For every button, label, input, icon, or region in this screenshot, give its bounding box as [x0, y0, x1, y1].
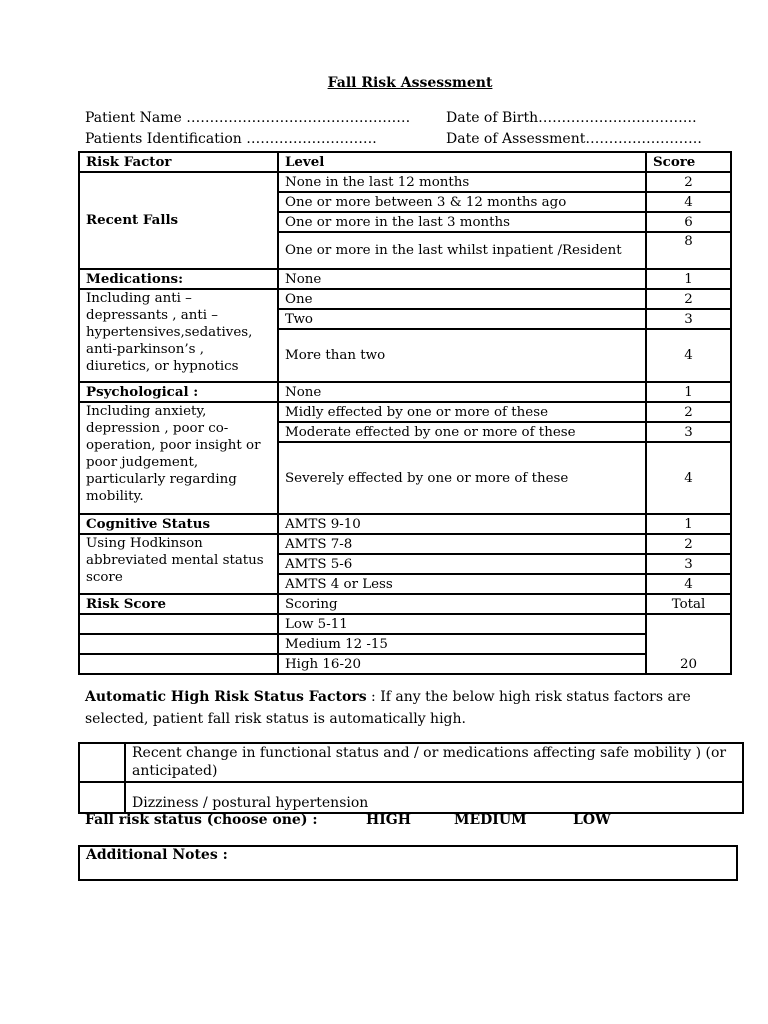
automatic-high-risk-paragraph — [85, 686, 725, 730]
score-cell: 8 — [646, 232, 731, 269]
score-cell: 4 — [646, 329, 731, 382]
score-cell: 1 — [646, 514, 731, 534]
level-cell[interactable]: One or more in the last 3 months — [278, 212, 646, 232]
level-cell[interactable]: Moderate effected by one or more of these — [278, 422, 646, 442]
risk-factor-cognitive: Cognitive Status — [79, 514, 278, 534]
score-cell: 4 — [646, 574, 731, 594]
level-cell[interactable]: Midly effected by one or more of these — [278, 402, 646, 422]
factor-label: Dizziness / postural hypertension — [125, 782, 743, 813]
scoring-medium: Medium 12 -15 — [278, 634, 646, 654]
factor-label: Recent change in functional status and / or medications affecting safe mobility ) (or anticipated) — [125, 743, 743, 782]
cognitive-description: Using Hodkinson abbreviated mental status score — [79, 534, 278, 594]
score-cell: 2 — [646, 172, 731, 192]
patient-id-field[interactable]: Patients Identification ………………………. — [85, 131, 377, 147]
patient-name-field[interactable]: Patient Name ………………………………………… — [85, 110, 411, 126]
level-cell[interactable]: Two — [278, 309, 646, 329]
score-cell: 3 — [646, 422, 731, 442]
table-row — [79, 614, 731, 634]
score-cell: 3 — [646, 554, 731, 574]
date-of-assessment-field[interactable]: Date of Assessment……………………. — [446, 131, 702, 147]
col-header-level: Level — [278, 152, 646, 172]
risk-factor-medications: Medications: — [79, 269, 278, 289]
score-cell: 6 — [646, 212, 731, 232]
scoring-low: Low 5-11 — [278, 614, 646, 634]
level-cell[interactable]: Severely effected by one or more of these — [278, 442, 646, 514]
score-cell: 2 — [646, 402, 731, 422]
table-row — [79, 289, 731, 309]
level-cell[interactable]: One — [278, 289, 646, 309]
table-row — [79, 654, 731, 674]
blank-cell — [79, 634, 278, 654]
blank-cell — [79, 614, 278, 634]
table-row — [79, 514, 731, 534]
level-cell[interactable]: None — [278, 382, 646, 402]
date-of-birth-field[interactable]: Date of Birth……………………………. — [446, 110, 697, 126]
table-row — [79, 782, 743, 813]
table-row — [79, 402, 731, 422]
psychological-description: Including anxiety, depression , poor co-operation, poor insight or poor judgement, particularly regarding mobility. — [79, 402, 278, 514]
medications-description: Including anti – depressants , anti – hypertensives,sedatives, anti-parkinson’s , diuretics, or hypnotics — [79, 289, 278, 382]
page-title: Fall Risk Assessment — [327, 75, 493, 91]
status-option-high[interactable]: HIGH — [366, 812, 411, 828]
score-cell: 3 — [646, 309, 731, 329]
fall-risk-status-row — [85, 812, 611, 828]
total-label: Total — [646, 594, 731, 614]
risk-score-label: Risk Score — [79, 594, 278, 614]
additional-notes-box[interactable] — [78, 845, 738, 881]
level-cell[interactable]: One or more in the last whilst inpatient /Resident — [278, 232, 646, 269]
score-cell: 4 — [646, 442, 731, 514]
risk-table — [78, 151, 732, 675]
level-cell[interactable]: AMTS 9-10 — [278, 514, 646, 534]
status-option-low[interactable]: LOW — [573, 812, 611, 828]
level-cell[interactable]: AMTS 4 or Less — [278, 574, 646, 594]
table-row — [79, 269, 731, 289]
high-risk-factors-table — [78, 742, 744, 814]
factor-checkbox[interactable] — [79, 743, 125, 782]
score-cell: 2 — [646, 534, 731, 554]
col-header-score: Score — [646, 152, 731, 172]
table-row — [79, 382, 731, 402]
table-header-row — [79, 152, 731, 172]
table-row — [79, 594, 731, 614]
level-cell[interactable]: None in the last 12 months — [278, 172, 646, 192]
total-value[interactable]: 20 — [646, 614, 731, 674]
scoring-high: High 16-20 — [278, 654, 646, 674]
score-cell: 2 — [646, 289, 731, 309]
level-cell[interactable]: AMTS 5-6 — [278, 554, 646, 574]
risk-factor-recent-falls: Recent Falls — [79, 172, 278, 269]
additional-notes-label: Additional Notes : — [86, 847, 228, 863]
col-header-risk-factor: Risk Factor — [79, 152, 278, 172]
score-cell: 4 — [646, 192, 731, 212]
table-row — [79, 743, 743, 782]
level-cell[interactable]: AMTS 7-8 — [278, 534, 646, 554]
level-cell[interactable]: None — [278, 269, 646, 289]
factor-checkbox[interactable] — [79, 782, 125, 813]
score-cell: 1 — [646, 269, 731, 289]
risk-factor-psychological: Psychological : — [79, 382, 278, 402]
blank-cell — [79, 654, 278, 674]
status-option-medium[interactable]: MEDIUM — [454, 812, 527, 828]
level-cell[interactable]: More than two — [278, 329, 646, 382]
automatic-high-risk-text: : If any the below high risk status factors are selected, patient fall risk status is automatically high. — [85, 689, 691, 727]
table-row — [79, 634, 731, 654]
scoring-label: Scoring — [278, 594, 646, 614]
table-row — [79, 172, 731, 192]
level-cell[interactable]: One or more between 3 & 12 months ago — [278, 192, 646, 212]
table-row — [79, 534, 731, 554]
fall-risk-status-label: Fall risk status (choose one) : — [85, 812, 318, 828]
automatic-high-risk-heading: Automatic High Risk Status Factors — [85, 689, 367, 705]
score-cell: 1 — [646, 382, 731, 402]
